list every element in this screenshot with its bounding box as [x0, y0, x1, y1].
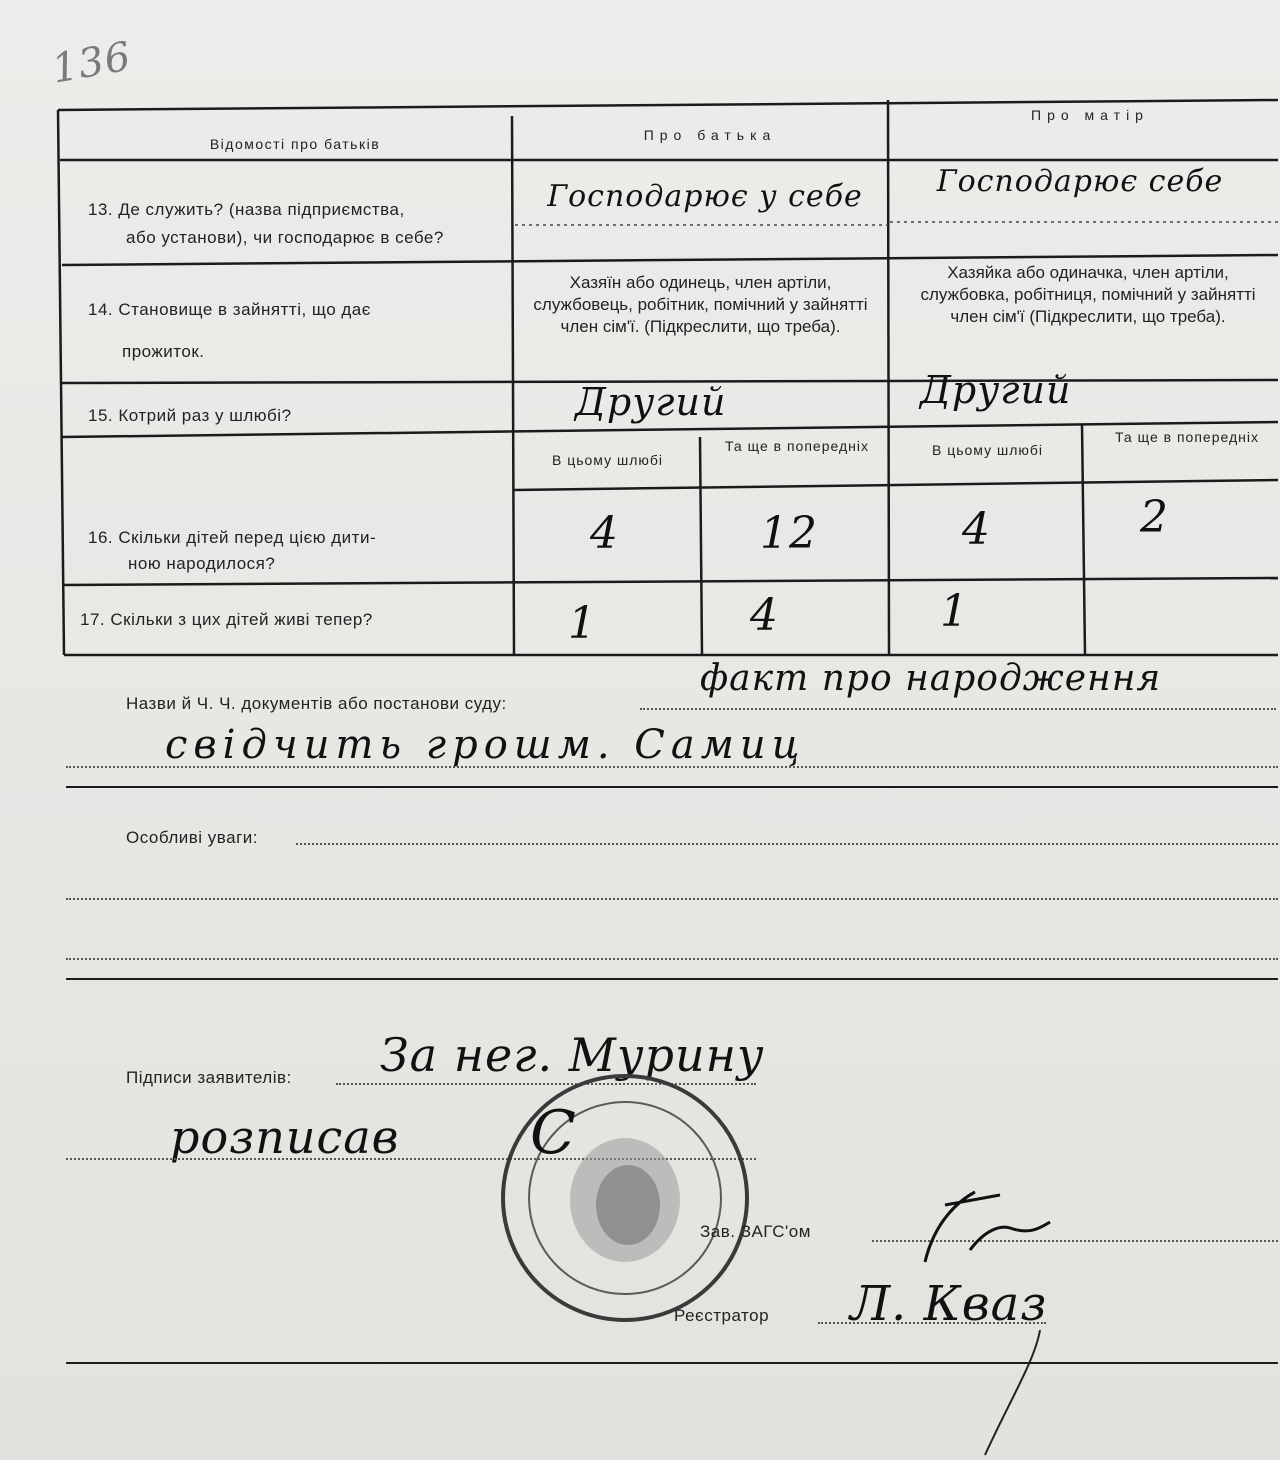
row17-label: 17. Скільки з цих дітей живі тепер? — [80, 610, 373, 629]
remarks-label: Особливі уваги: — [126, 828, 259, 847]
stamp-signature: С — [530, 1098, 577, 1168]
table-header-label: Відомості про батьків — [209, 136, 381, 152]
row15-father-answer: Другий — [575, 380, 727, 424]
row14-mother-options: Хазяйка або одиначка, член артіли, службовка, робітниця, помічний у зайнятті член сім'ї (Підкреслити, що треба). — [920, 263, 1256, 326]
row13-father-answer: Господарює у себе — [547, 179, 863, 214]
row17-father-prev-value: 4 — [750, 590, 779, 641]
row16-father-prev-value: 12 — [760, 508, 818, 559]
registrar-signature: Л. Кваз — [850, 1276, 1048, 1332]
documents-value-line2: свідчить грошм. Самиц — [165, 722, 806, 768]
sub-father-previous: Та ще в попередніх — [725, 438, 869, 454]
registrar-label: Реєстратор — [674, 1306, 770, 1325]
sub-father-this-marriage: В цьому шлюбі — [551, 452, 664, 468]
column-mother-header: Про матір — [1031, 107, 1149, 123]
row16-mother-prev-value: 2 — [1140, 492, 1169, 543]
applicant-signature-line1: За нег. Мурину — [380, 1028, 765, 1082]
row13-mother-answer: Господарює себе — [936, 164, 1224, 199]
zags-head-label: Зав. ЗАГС'ом — [700, 1222, 811, 1241]
row14-label-line2: прожиток. — [122, 342, 205, 361]
row17-mother-this-value: 1 — [940, 586, 969, 637]
row17-father-this-value: 1 — [568, 598, 597, 649]
documents-label: Назви й Ч. Ч. документів або постанови суду: — [126, 694, 507, 713]
applicants-label: Підписи заявителів: — [126, 1068, 292, 1087]
row14-label-line1: 14. Становище в зайнятті, що дає — [88, 300, 371, 319]
row16-label-line2: ною народилося? — [128, 554, 276, 573]
row13-label-line1: 13. Де служить? (назва підприємства, — [88, 200, 405, 219]
applicant-signature-line2: розписав — [170, 1110, 400, 1164]
documents-value-line1: факт про народження — [700, 658, 1162, 699]
row13-label-line2: або установи), чи господарює в себе? — [126, 228, 444, 247]
row16-label-line1: 16. Скільки дітей перед цією дити- — [88, 528, 377, 547]
row14-father-options: Хазяїн або одинець, член артіли, службовець, робітник, помічний у зайнятті член сім'ї. (Підкреслити, що треба). — [533, 273, 868, 336]
column-father-header: Про батька — [643, 127, 777, 143]
corner-mark: 136 — [48, 33, 135, 93]
row16-mother-this-value: 4 — [962, 504, 991, 555]
row15-label: 15. Котрий раз у шлюбі? — [88, 406, 292, 425]
sub-mother-previous: Та ще в попередніх — [1115, 429, 1259, 445]
sub-mother-this-marriage: В цьому шлюбі — [931, 442, 1044, 458]
row15-mother-answer: Другий — [920, 368, 1072, 412]
row16-father-this-value: 4 — [590, 508, 619, 559]
